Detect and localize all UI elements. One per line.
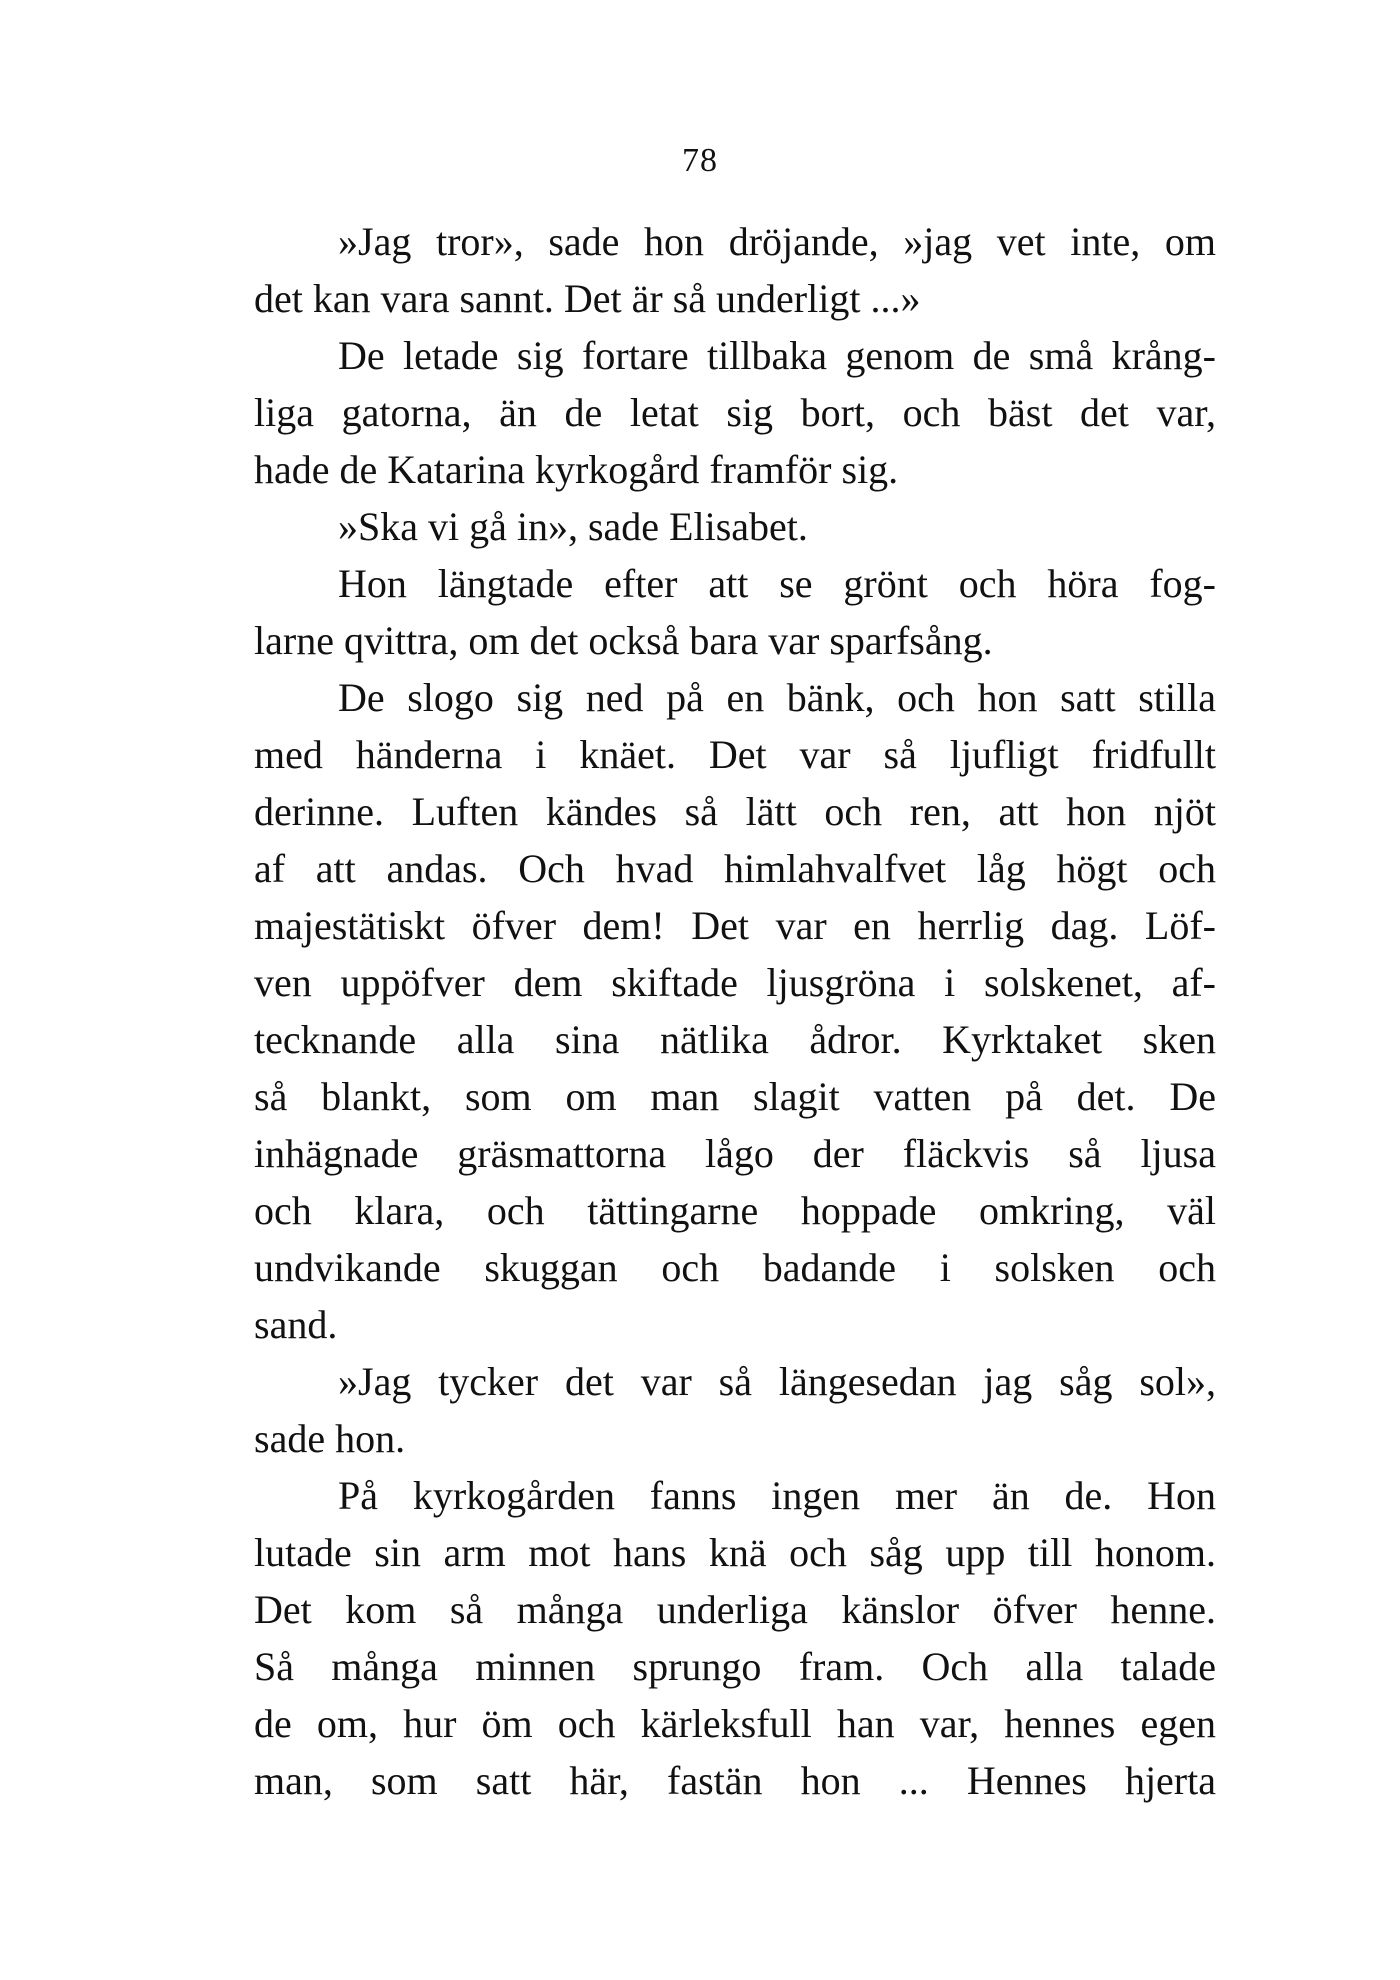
text-line: hade de Katarina kyrkogård framför sig. (254, 447, 899, 492)
text-line: sade hon. (254, 1416, 406, 1461)
text-line: sand. (254, 1302, 338, 1347)
text-line: man, som satt här, fastän hon ... Hennes hjerta (254, 1758, 1216, 1803)
text-line: De letade sig fortare tillbaka genom de små krång- (338, 333, 1216, 378)
text-line: »Jag tycker det var så längesedan jag såg sol», (338, 1359, 1216, 1404)
text-line: tecknande alla sina nätlika ådror. Kyrktaket sken (254, 1017, 1216, 1062)
text-line: »Ska vi gå in», sade Elisabet. (338, 504, 808, 549)
text-line: »Jag tror», sade hon dröjande, »jag vet inte, om (338, 219, 1216, 264)
text-line: På kyrkogården fanns ingen mer än de. Hon (338, 1473, 1216, 1518)
text-line: lutade sin arm mot hans knä och såg upp till honom. (254, 1530, 1216, 1575)
text-line: Så många minnen sprungo fram. Och alla talade (254, 1644, 1216, 1689)
text-line: af att andas. Och hvad himlahvalfvet låg högt och (254, 846, 1216, 891)
text-line: de om, hur öm och kärleksfull han var, hennes egen (254, 1701, 1216, 1746)
page-number: 78 (682, 142, 718, 179)
text-line: inhägnade gräsmattorna lågo der fläckvis så ljusa (254, 1131, 1216, 1176)
text-line: Hon längtade efter att se grönt och höra fog- (338, 561, 1216, 606)
text-line: och klara, och tättingarne hoppade omkring, väl (254, 1188, 1216, 1233)
text-line: Det kom så många underliga känslor öfver henne. (254, 1587, 1216, 1632)
text-line: majestätiskt öfver dem! Det var en herrlig dag. Löf- (254, 903, 1216, 948)
text-line: så blankt, som om man slagit vatten på det. De (254, 1074, 1216, 1119)
text-line: ven uppöfver dem skiftade ljusgröna i solskenet, af- (254, 960, 1216, 1005)
text-line: liga gatorna, än de letat sig bort, och bäst det var, (254, 390, 1216, 435)
text-line: med händerna i knäet. Det var så ljufligt fridfullt (254, 732, 1216, 777)
text-line: undvikande skuggan och badande i solsken och (254, 1245, 1216, 1290)
text-line: det kan vara sannt. Det är så underligt ...» (254, 276, 921, 321)
text-line: derinne. Luften kändes så lätt och ren, att hon njöt (254, 789, 1216, 834)
text-line: larne qvittra, om det också bara var sparfsång. (254, 618, 993, 663)
page-body-text (254, 213, 1216, 1809)
text-line: De slogo sig ned på en bänk, och hon satt stilla (338, 675, 1216, 720)
